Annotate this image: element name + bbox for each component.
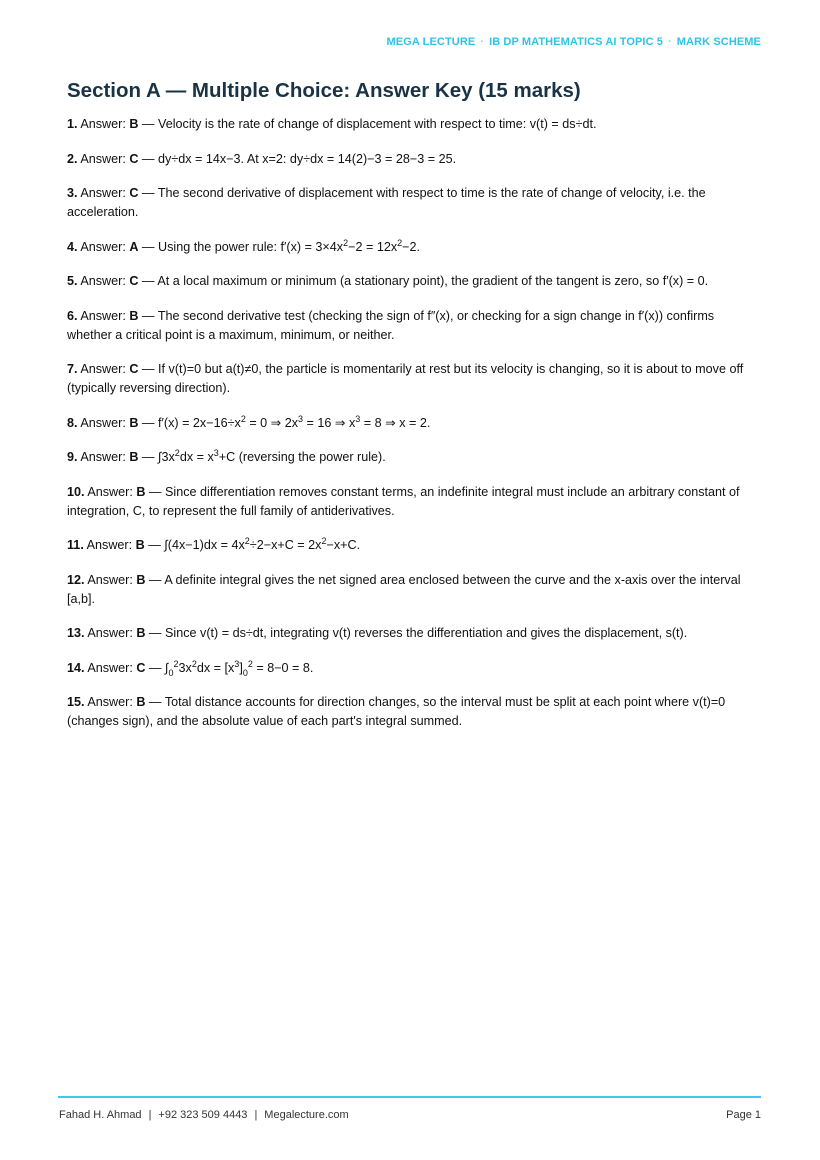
header-separator: · [668,36,672,48]
answer-item: 10. Answer: B — Since differentiation removes constant terms, an indefinite integral must include an arbitrary constant of integration, C, to represent the full family of antiderivatives. [67,484,740,518]
page-number: Page 1 [726,1109,761,1121]
answer-letter: B [136,695,146,709]
footer-phone: +92 323 509 4443 [158,1109,248,1121]
answer-letter: B [129,450,139,464]
answer-item: 12. Answer: B — A definite integral gives the net signed area enclosed between the curve and the x-axis over the interval [a,b]. [67,572,741,606]
answer-number: 5. [67,274,78,288]
answer-number: 4. [67,239,78,254]
answer-label: Answer: [80,186,126,200]
answer-number: 7. [67,362,78,376]
answer-letter: B [136,572,146,587]
answer-label: Answer: [80,151,126,166]
answer-label: Answer: [80,308,126,323]
answer-explanation: $\int(4x-1)dx = 4x^2\div 2-x+C = 2x^2-x+C$. [164,536,361,552]
answer-label: Answer: [87,572,133,587]
footer-separator: | [148,1109,152,1121]
answer-letter: B [136,484,146,499]
answer-explanation: At a local maximum or minimum (a stationary point), the gradient of the tangent is zero, so f′(x) = 0. [157,274,709,288]
answer-label: Answer: [87,626,133,640]
header-doc-type: MARK SCHEME [676,36,761,48]
header-brand: MEGA LECTURE [386,36,476,48]
answer-item: 3. Answer: C — The second derivative of displacement with respect to time is the rate of change of velocity, i.e. the acceleration. [67,186,706,219]
answer-explanation: $\int 3x^2dx = x^3+C$ (reversing the power rule). [158,448,386,464]
answer-letter: B [129,117,139,131]
answer-number: 13. [67,626,85,640]
answer-item: 15. Answer: B — Total distance accounts for direction changes, so the interval must be split at each point where v(t)=0 (changes sign), and the absolute value of each part's integral summed. [67,695,726,728]
answer-letter: B [135,538,145,552]
footer-contact [59,1109,349,1121]
answer-label: Answer: [80,239,126,254]
answer-letter: B [136,626,146,640]
answer-explanation: If v(t)=0 but a(t)≠0, the particle is momentarily at rest but its velocity is changing, so it is about to move off (typically reversing direction). [67,362,744,395]
answer-item: 14. Answer: C — $\int_0^23x^2dx = [x^3]_0^2 = 8-0 = 8$. [67,658,314,678]
answer-letter: B [129,415,139,430]
answer-item: 5. Answer: C — At a local maximum or minimum (a stationary point), the gradient of the tangent is zero, so f′(x) = 0. [67,274,709,288]
answer-item: 11. Answer: B — $\int(4x-1)dx = 4x^2\div 2-x+C = 2x^2-x+C$. [67,536,361,552]
answer-label: Answer: [80,274,126,288]
answer-explanation: Since v(t) = ds÷dt, integrating v(t) reverses the differentiation and gives the displacement, s(t). [165,626,688,640]
answer-item: 8. Answer: B — $f'(x) = 2x-16\div x^2 = 0$ ⇒ $2x^3 = 16$ ⇒ $x^3 = 8$ ⇒ x = 2. [67,413,431,430]
answer-label: Answer: [80,117,126,131]
running-header [387,36,761,48]
answer-label: Answer: [80,450,126,464]
answer-list [67,115,755,747]
answer-label: Answer: [80,415,126,430]
answer-number: 14. [67,660,85,675]
answer-item: 2. Answer: C — dy÷dx = 14x−3. At x=2: dy÷dx = 14(2)−3 = 28−3 = 25. [67,151,457,166]
answer-number: 12. [67,572,85,587]
footer-author: Fahad H. Ahmad [59,1109,142,1121]
answer-label: Answer: [86,538,133,552]
answer-explanation: Velocity is the rate of change of displacement with respect to time: v(t) = ds÷dt. [158,117,597,131]
answer-letter: C [129,274,139,288]
answer-item: 9. Answer: B — $\int 3x^2dx = x^3+C$ (reversing the power rule). [67,448,386,464]
answer-label: Answer: [80,362,126,376]
answer-number: 15. [67,695,85,709]
answer-letter: B [129,308,139,323]
answer-explanation: $\int_0^23x^2dx = [x^3]_0^2 = 8-0 = 8$. [165,658,314,678]
answer-number: 2. [67,151,78,166]
section-title: Section A — Multiple Choice: Answer Key (15 marks) [67,79,581,102]
answer-letter: C [129,186,139,200]
answer-number: 9. [67,450,78,464]
answer-label: Answer: [87,484,133,499]
answer-letter: C [129,362,139,376]
answer-number: 10. [67,484,85,499]
answer-label: Answer: [87,695,133,709]
answer-label: Answer: [87,660,133,675]
answer-letter: A [129,239,139,254]
answer-item: 13. Answer: B — Since v(t) = ds÷dt, integrating v(t) reverses the differentiation and gives the displacement, s(t). [67,626,688,640]
footer-separator: | [254,1109,258,1121]
answer-explanation: A definite integral gives the net signed area enclosed between the curve and the x-axis over the interval [a,b]. [67,572,741,606]
answer-explanation: The second derivative of displacement with respect to time is the rate of change of velocity, i.e. the acceleration. [67,186,706,219]
answer-explanation: $f'(x) = 2x-16\div x^2 = 0$ ⇒ $2x^3 = 16$ ⇒ $x^3 = 8$ ⇒ x = 2. [158,413,431,430]
answer-number: 1. [67,117,78,131]
answer-explanation: Using the power rule: $f'(x) = 3\times 4x^2-2 = 12x^2-2$. [158,237,421,254]
header-separator: · [480,36,485,48]
answer-number: 3. [67,186,78,200]
answer-item: 4. Answer: A — Using the power rule: $f'(x) = 3\times 4x^2-2 = 12x^2-2$. [67,237,421,254]
header-course: IB DP MATHEMATICS AI TOPIC 5 [489,36,664,48]
answer-letter: C [136,660,146,675]
answer-letter: C [129,151,139,166]
answer-item: 6. Answer: B — The second derivative test (checking the sign of f″(x), or checking for a sign change in f′(x)) confirms whether a critical point is a maximum, minimum, or neither. [67,308,715,342]
answer-number: 11. [67,538,84,552]
answer-explanation: The second derivative test (checking the sign of f″(x), or checking for a sign change in f′(x)) confirms whether a critical point is a maximum, minimum, or neither. [67,308,715,342]
answer-number: 8. [67,415,78,430]
answer-number: 6. [67,308,78,323]
footer-site: Megalecture.com [264,1109,349,1121]
answer-item: 7. Answer: C — If v(t)=0 but a(t)≠0, the particle is momentarily at rest but its velocity is changing, so it is about to move off (typically reversing direction). [67,362,744,395]
footer-rule [58,1096,761,1098]
answer-explanation: Total distance accounts for direction changes, so the interval must be split at each point where v(t)=0 (changes sign), and the absolute value of each part's integral summed. [67,695,726,728]
answer-item: 1. Answer: B — Velocity is the rate of change of displacement with respect to time: v(t) = ds÷dt. [67,117,597,131]
answer-explanation: dy÷dx = 14x−3. At x=2: dy÷dx = 14(2)−3 = 28−3 = 25. [158,151,457,166]
answer-explanation: Since differentiation removes constant terms, an indefinite integral must include an arbitrary constant of integration, C, to represent the full family of antiderivatives. [67,484,740,518]
